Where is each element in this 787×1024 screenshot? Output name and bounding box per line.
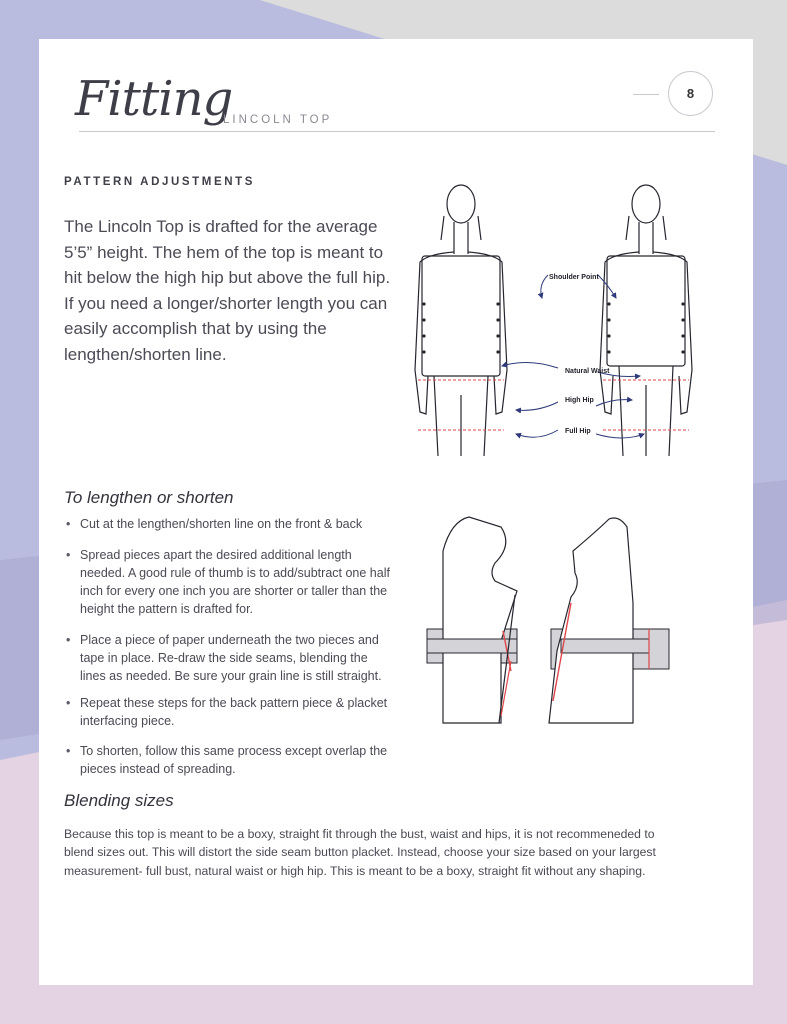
blending-paragraph: Because this top is meant to be a boxy, straight fit through the bust, waist and hips, it is not recommeneded to blend sizes out. This will distort the side seam button placket. Instead, choose your size based on your largest measurement- full bust, natural waist or high hip. This is meant to be a boxy, straight fit without any shaping. [64,827,656,878]
header-rule [79,131,715,132]
page-number-line [633,94,659,95]
measurement-figure [408,180,708,456]
label-full-hip: Full Hip [565,428,591,435]
section-heading: PATTERN ADJUSTMENTS [64,176,256,188]
list-item: • Repeat these steps for the back pattern piece & placket interfacing piece. [64,694,394,730]
page-number: 8 [668,71,713,116]
lengthen-heading: To lengthen or shorten [64,488,234,507]
document-page [39,39,753,985]
intro-paragraph: The Lincoln Top is drafted for the average 5’5” height. The hem of the top is meant to hit below the high hip but above the full hip. If you need a longer/shorter length you can easily accomplish that by using the lengthen/shorten line. [64,217,391,364]
label-shoulder-point: Shoulder Point [549,274,599,281]
list-item: • Spread pieces apart the desired additional length needed. A good rule of thumb is to add/subtract one half inch for every one inch you are shorter or taller than the height the pattern is drafted for. [64,546,394,618]
list-item: • Cut at the lengthen/shorten line on the front & back [64,515,394,533]
label-natural-waist: Natural Waist [565,368,610,375]
header-subtitle: LINCOLN TOP [223,114,333,126]
blending-heading: Blending sizes [64,791,174,810]
list-item: • Place a piece of paper underneath the two pieces and tape in place. Re-draw the side seams, blending the lines as needed. Be sure your grain line is still straight. [64,631,394,685]
pattern-pieces-figure [421,511,676,729]
label-high-hip: High Hip [565,397,594,404]
list-item: • To shorten, follow this same process except overlap the pieces instead of spreading. [64,742,394,778]
header-title: Fitting [75,71,233,127]
